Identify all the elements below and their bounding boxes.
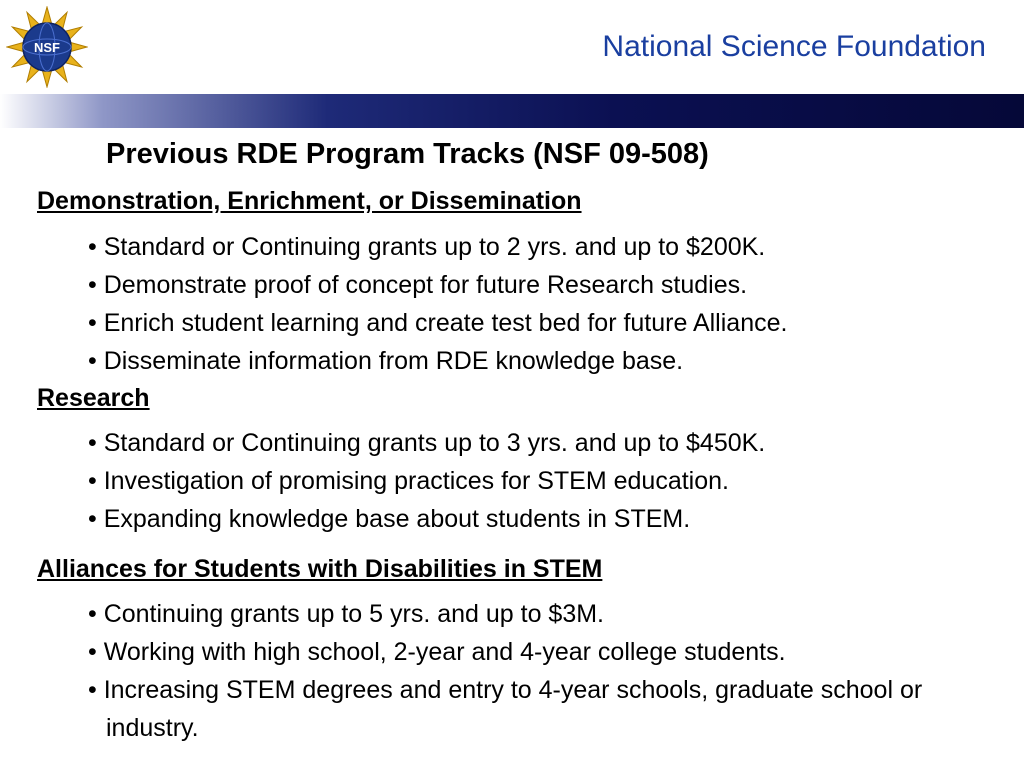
- slide-title: Previous RDE Program Tracks (NSF 09-508): [106, 138, 709, 170]
- section-heading-demonstration: Demonstration, Enrichment, or Dissemination: [37, 187, 582, 215]
- list-item: • Increasing STEM degrees and entry to 4-year schools, graduate school or industry.: [88, 676, 923, 742]
- organization-name: National Science Foundation: [602, 30, 986, 63]
- list-item: • Working with high school, 2-year and 4-year college students.: [88, 638, 786, 666]
- logo-lettering: NSF: [34, 40, 60, 55]
- header-banner: [0, 94, 1024, 128]
- section-heading-research: Research: [37, 384, 150, 412]
- list-item: • Continuing grants up to 5 yrs. and up to $3M.: [88, 600, 605, 628]
- list-item: • Demonstrate proof of concept for future Research studies.: [88, 271, 748, 299]
- bullet-list-alliances: [88, 595, 1021, 747]
- list-item: • Expanding knowledge base about students in STEM.: [88, 505, 691, 533]
- bullet-list-research: [88, 424, 765, 538]
- nsf-logo: [6, 6, 88, 88]
- list-item: • Disseminate information from RDE knowledge base.: [88, 347, 684, 375]
- list-item: • Enrich student learning and create test bed for future Alliance.: [88, 309, 788, 337]
- list-item: • Standard or Continuing grants up to 2 yrs. and up to $200K.: [88, 233, 766, 261]
- list-item: • Standard or Continuing grants up to 3 yrs. and up to $450K.: [88, 429, 766, 457]
- section-heading-alliances: Alliances for Students with Disabilities in STEM: [37, 555, 603, 583]
- bullet-list-demonstration: [88, 228, 787, 380]
- list-item: • Investigation of promising practices for STEM education.: [88, 467, 729, 495]
